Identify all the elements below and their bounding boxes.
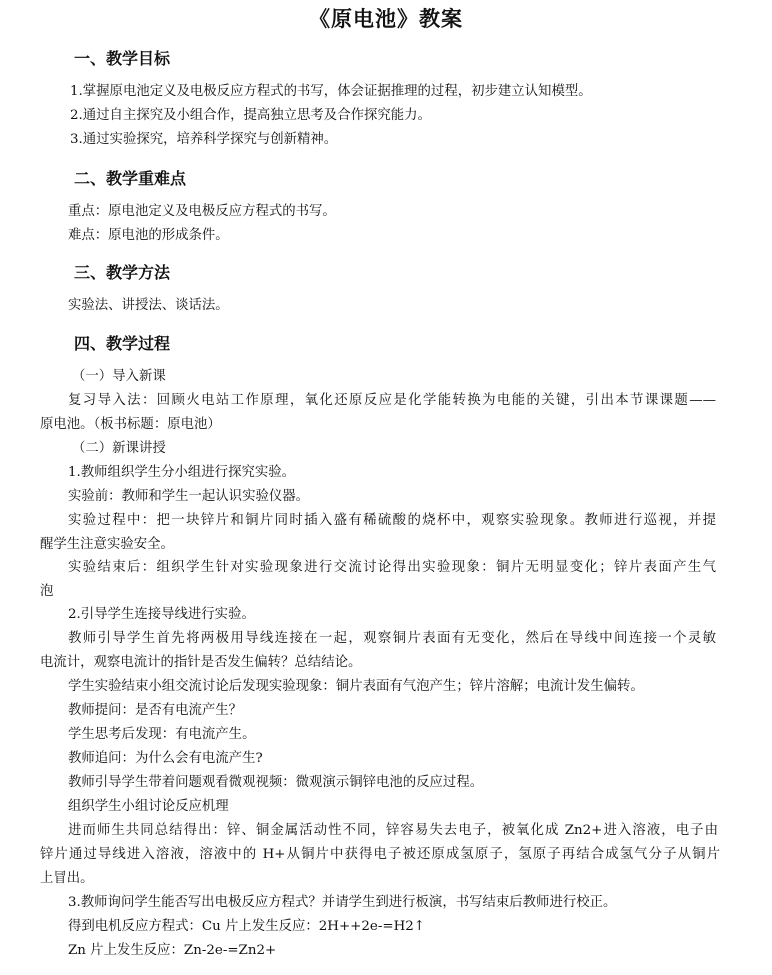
keypoint-item: 重点：原电池定义及电极反应方程式的书写。 xyxy=(68,204,336,219)
process-line: 教师引导学生首先将两极用导线连接在一起，观察铜片表面有无变化，然后在导线中间连接一个灵敏 xyxy=(68,631,716,646)
methods-text: 实验法、讲授法、谈话法。 xyxy=(68,298,229,313)
process-line: 原电池。（板书标题：原电池） xyxy=(40,417,221,432)
process-line: 泡 xyxy=(40,584,54,599)
section-heading-methods: 三、教学方法 xyxy=(74,263,171,282)
process-line: Zn 片上发生反应：Zn-2e-=Zn2+ xyxy=(68,943,277,958)
section-heading-keypoints: 二、教学重难点 xyxy=(74,169,187,188)
process-line: 实验前：教师和学生一起认识实验仪器。 xyxy=(68,489,310,504)
keypoint-item: 难点：原电池的形成条件。 xyxy=(68,228,229,243)
process-line: 锌片通过导线进入溶液，溶液中的 H+从铜片中获得电子被还原成氢原子，氢原子再结合成氢气分子从铜片 xyxy=(40,847,720,862)
goal-item: 3.通过实验探究，培养科学探究与创新精神。 xyxy=(70,132,338,147)
process-line: 1.教师组织学生分小组进行探究实验。 xyxy=(68,465,296,480)
subsection-heading: （二）新课讲授 xyxy=(72,441,166,456)
process-line: 学生实验结束小组交流讨论后发现实验现象：铜片表面有气泡产生；锌片溶解；电流计发生偏转。 xyxy=(68,679,644,694)
subsection-heading: （一）导入新课 xyxy=(72,369,166,384)
goal-item: 2.通过自主探究及小组合作，提高独立思考及合作探究能力。 xyxy=(70,108,431,123)
process-line: 上冒出。 xyxy=(40,871,94,886)
process-line: 2.引导学生连接导线进行实验。 xyxy=(68,607,255,622)
section-heading-goals: 一、教学目标 xyxy=(74,49,171,68)
process-line: 醒学生注意实验安全。 xyxy=(40,537,174,552)
section-heading-process: 四、教学过程 xyxy=(74,334,171,353)
process-line: 实验结束后：组织学生针对实验现象进行交流讨论得出实验现象：铜片无明显变化；锌片表面产生气 xyxy=(68,560,716,575)
process-line: 复习导入法：回顾火电站工作原理，氧化还原反应是化学能转换为电能的关键，引出本节课课题—— xyxy=(68,393,716,408)
process-line: 得到电机反应方程式：Cu 片上发生反应：2H++2e-=H2↑ xyxy=(68,919,426,934)
page-title: 《原电池》教案 xyxy=(309,6,463,31)
process-line: 进而师生共同总结得出：锌、铜金属活动性不同，锌容易失去电子，被氧化成 Zn2+进入溶液，电子由 xyxy=(68,823,718,838)
process-line: 教师引导学生带着问题观看微观视频：微观演示铜锌电池的反应过程。 xyxy=(68,775,484,790)
process-line: 教师提问：是否有电流产生？ xyxy=(68,703,243,718)
process-line: 电流计，观察电流计的指针是否发生偏转？总结结论。 xyxy=(40,655,362,670)
process-line: 组织学生小组讨论反应机理 xyxy=(68,799,229,814)
process-line: 3.教师询问学生能否写出电极反应方程式？并请学生到进行板演，书写结束后教师进行校正。 xyxy=(68,895,617,910)
goal-item: 1.掌握原电池定义及电极反应方程式的书写，体会证据推理的过程，初步建立认知模型。 xyxy=(70,84,592,99)
process-line: 教师追问：为什么会有电流产生? xyxy=(68,751,263,766)
process-line: 学生思考后发现：有电流产生。 xyxy=(68,727,256,742)
process-line: 实验过程中：把一块锌片和铜片同时插入盛有稀硫酸的烧杯中，观察实验现象。教师进行巡视，并提 xyxy=(68,513,716,528)
